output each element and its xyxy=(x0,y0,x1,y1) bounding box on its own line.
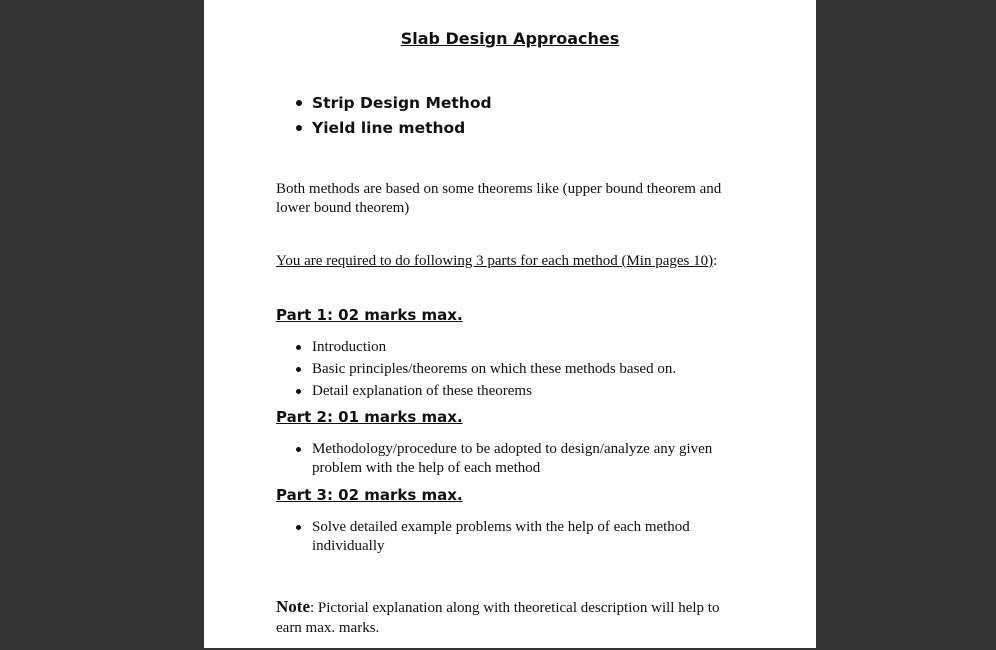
part-1-heading: Part 1: 02 marks max. xyxy=(276,306,463,324)
requirement-text: You are required to do following 3 parts for each method (Min pages 10) xyxy=(276,253,714,269)
method-item: Strip Design Method xyxy=(296,92,492,117)
requirement-paragraph xyxy=(276,252,736,271)
note-paragraph xyxy=(276,597,736,638)
document-title: Slab Design Approaches xyxy=(400,29,620,48)
part-2-heading: Part 2: 01 marks max. xyxy=(276,408,463,426)
list-item: Solve detailed example problems with the help of each method individually xyxy=(296,518,736,556)
document-page xyxy=(204,0,816,648)
part-1-list xyxy=(296,338,736,404)
requirement-colon: : xyxy=(713,253,718,269)
part-3-heading: Part 3: 02 marks max. xyxy=(276,486,463,504)
note-text: : Pictorial explanation along with theoretical description will help to earn max. marks. xyxy=(276,600,720,636)
part-3-list xyxy=(296,518,736,559)
method-item: Yield line method xyxy=(296,117,492,142)
note-label: Note xyxy=(276,597,310,616)
list-item: Basic principles/theorems on which these methods based on. xyxy=(296,360,736,379)
list-item: Introduction xyxy=(296,338,736,357)
part-2-list xyxy=(296,440,736,481)
intro-paragraph: Both methods are based on some theorems like (upper bound theorem and lower bound theorem) xyxy=(276,181,722,216)
methods-list xyxy=(296,92,492,142)
list-item: Methodology/procedure to be adopted to design/analyze any given problem with the help of each method xyxy=(296,440,736,478)
list-item: Detail explanation of these theorems xyxy=(296,382,736,401)
